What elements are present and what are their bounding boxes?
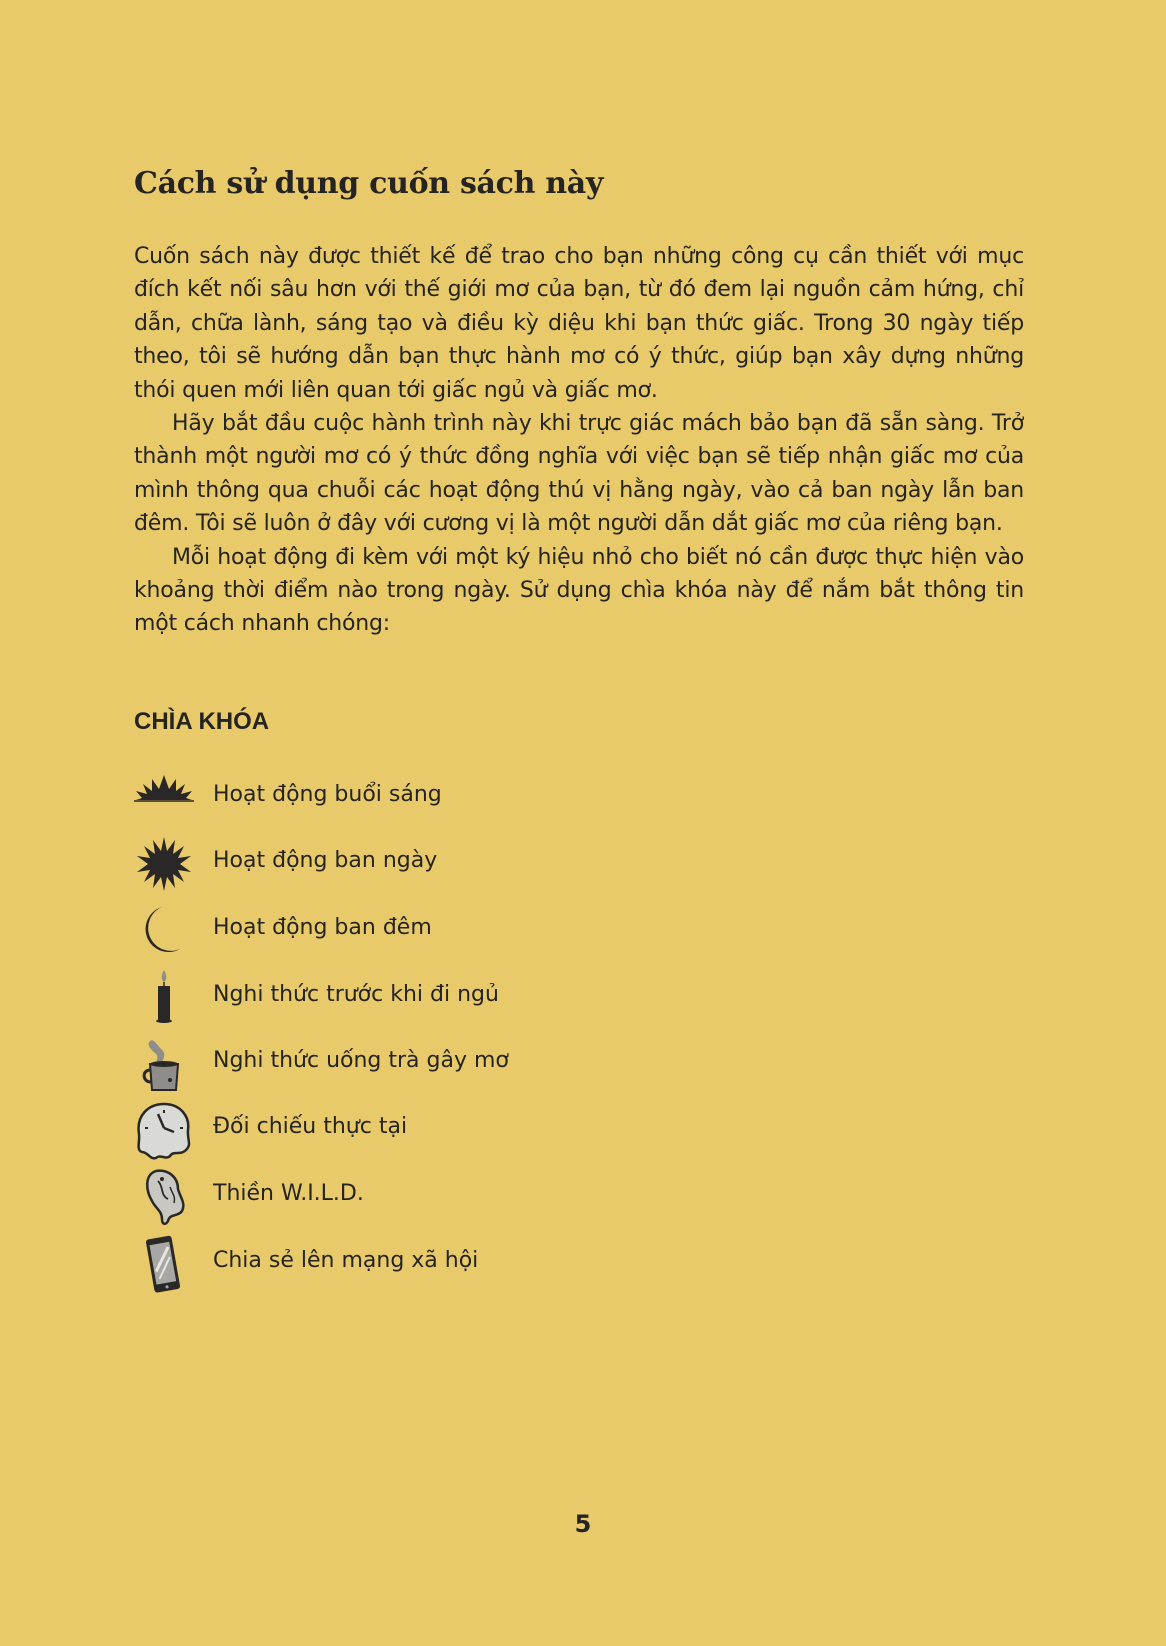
legend-item	[134, 1167, 734, 1227]
legend-label: Nghi thức uống trà gây mơ	[213, 1048, 509, 1073]
crescent-moon-icon	[134, 901, 194, 961]
legend-item	[134, 834, 734, 894]
sun-icon	[134, 834, 194, 894]
legend-item	[134, 768, 734, 828]
paragraph: Cuốn sách này được thiết kế để trao cho bạn những công cụ cần thiết với mục đích kết nối sâu hơn với thế giới mơ của bạn, từ đó đem lại nguồn cảm hứng, chỉ dẫn, chữa lành, sáng tạo và điều kỳ diệu khi bạn thức giấc. Trong 30 ngày tiếp theo, tôi sẽ hướng dẫn bạn thực hành mơ có ý thức, giúp bạn xây dựng những thói quen mới liên quan tới giấc ngủ và giấc mơ.	[134, 244, 1024, 403]
tea-mug-icon	[134, 1034, 194, 1094]
legend-item	[134, 1034, 734, 1094]
page-title: Cách sử dụng cuốn sách này	[134, 166, 604, 201]
body-text	[134, 240, 1024, 641]
legend-label: Chia sẻ lên mạng xã hội	[213, 1248, 479, 1273]
legend-item	[134, 901, 734, 961]
melting-clock-icon	[134, 1100, 194, 1160]
legend-label: Hoạt động ban ngày	[213, 848, 438, 873]
smartphone-icon	[134, 1234, 194, 1294]
key-heading: CHÌA KHÓA	[134, 708, 270, 735]
candle-icon	[134, 968, 194, 1028]
legend-label: Hoạt động buổi sáng	[213, 782, 442, 807]
legend-item	[134, 1234, 734, 1294]
meditation-figure-icon	[134, 1167, 194, 1227]
legend-label: Nghi thức trước khi đi ngủ	[213, 982, 499, 1007]
legend-label: Thiền W.I.L.D.	[213, 1181, 364, 1206]
paragraph: Hãy bắt đầu cuộc hành trình này khi trực giác mách bảo bạn đã sẵn sàng. Trở thành một người mơ có ý thức đồng nghĩa với việc bạn sẽ tiếp nhận giấc mơ của mình thông qua chuỗi các hoạt động thú vị hằng ngày, vào cả ban ngày lẫn ban đêm. Tôi sẽ luôn ở đây với cương vị là một người dẫn dắt giấc mơ của riêng bạn.	[134, 411, 1024, 537]
legend-item	[134, 1100, 734, 1160]
legend-item	[134, 968, 734, 1028]
legend-label: Đối chiếu thực tại	[213, 1114, 408, 1139]
paragraph: Mỗi hoạt động đi kèm với một ký hiệu nhỏ cho biết nó cần được thực hiện vào khoảng thời điểm nào trong ngày. Sử dụng chìa khóa này để nắm bắt thông tin một cách nhanh chóng:	[134, 544, 1024, 637]
page-number: 5	[574, 1510, 592, 1538]
legend-label: Hoạt động ban đêm	[213, 915, 432, 940]
sunrise-icon	[134, 768, 194, 828]
